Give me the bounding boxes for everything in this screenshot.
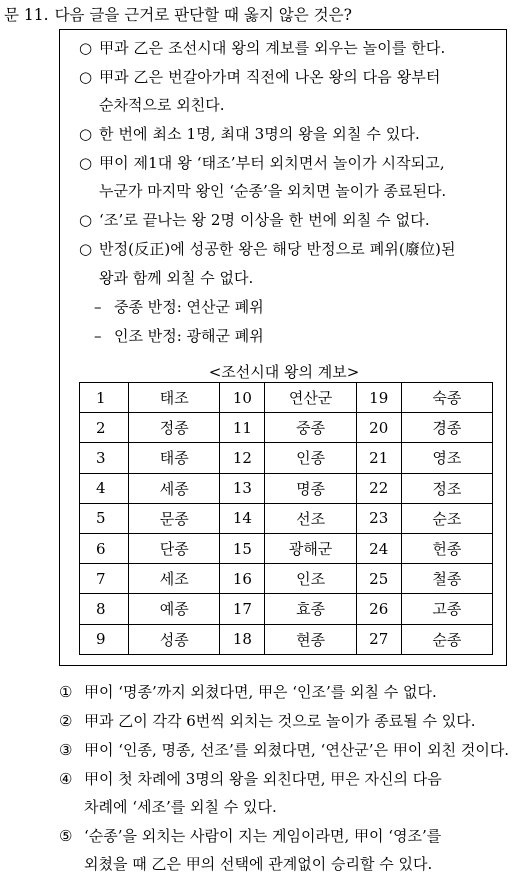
choice-text: 甲이 ‘명종’까지 외쳤다면, 甲은 ‘인조’를 외칠 수 없다. (84, 683, 437, 701)
king-order-cell: 6 (80, 533, 129, 563)
choice-1[interactable] (59, 681, 437, 702)
king-order-cell: 19 (356, 383, 401, 413)
condition-item (79, 66, 441, 87)
king-name-cell: 경종 (401, 413, 492, 443)
king-name-cell: 효종 (265, 594, 356, 624)
condition-text: 甲이 제1대 왕 ‘태조’부터 외치면서 놀이가 시작되고, (99, 154, 445, 172)
king-name-cell: 단종 (129, 533, 220, 563)
circle-bullet-icon: ○ (79, 39, 93, 57)
table-row (80, 564, 493, 594)
question-number: 문 11. (4, 6, 49, 24)
table-caption: <조선시대 왕의 계보> (208, 363, 360, 381)
king-order-cell: 18 (220, 624, 265, 654)
condition-text: ‘조’로 끝나는 왕 2명 이상을 한 번에 외칠 수 없다. (99, 211, 430, 229)
king-name-cell: 철종 (401, 564, 492, 594)
condition-item (79, 152, 445, 173)
choice-number: ④ (59, 770, 73, 788)
condition-text: 甲과 乙은 조선시대 왕의 계보를 외우는 놀이를 한다. (99, 39, 446, 57)
passage-box (59, 29, 507, 666)
king-order-cell: 11 (220, 413, 265, 443)
king-name-cell: 세종 (129, 473, 220, 503)
king-order-cell: 17 (220, 594, 265, 624)
king-order-cell: 24 (356, 533, 401, 563)
king-name-cell: 정종 (129, 413, 220, 443)
table-row (80, 443, 493, 473)
condition-item (79, 209, 430, 230)
condition-text: 甲과 乙은 번갈아가며 직전에 나온 왕의 다음 왕부터 (99, 68, 441, 86)
condition-text-continued: 왕과 함께 외칠 수 없다. (99, 269, 254, 287)
king-order-cell: 9 (80, 624, 129, 654)
circle-bullet-icon: ○ (79, 211, 93, 229)
choice-text: 甲이 첫 차례에 3명의 왕을 외친다면, 甲은 자신의 다음 (84, 770, 442, 788)
king-name-cell: 선조 (265, 503, 356, 533)
sub-item (94, 325, 264, 346)
dash-bullet-icon: – (94, 327, 102, 345)
choice-2[interactable] (59, 710, 476, 731)
king-order-cell: 16 (220, 564, 265, 594)
condition-text-continued: 순차적으로 외친다. (99, 96, 225, 114)
choice-5[interactable] (59, 825, 441, 846)
table-row (80, 413, 493, 443)
circle-bullet-icon: ○ (79, 154, 93, 172)
choice-number: ① (59, 683, 73, 701)
table-row (80, 503, 493, 533)
king-order-cell: 12 (220, 443, 265, 473)
sub-item-text: 중종 반정: 연산군 폐위 (114, 298, 264, 316)
king-order-cell: 10 (220, 383, 265, 413)
circle-bullet-icon: ○ (79, 125, 93, 143)
king-name-cell: 명종 (265, 473, 356, 503)
question-header (4, 3, 352, 25)
king-order-cell: 22 (356, 473, 401, 503)
question-text: 다음 글을 근거로 판단할 때 옳지 않은 것은? (54, 6, 352, 24)
choice-text: ‘순종’을 외치는 사람이 지는 게임이라면, 甲이 ‘영조’를 (84, 827, 442, 845)
choice-number: ② (59, 712, 73, 730)
king-name-cell: 연산군 (265, 383, 356, 413)
king-order-cell: 15 (220, 533, 265, 563)
condition-item (79, 37, 445, 58)
king-name-cell: 인조 (265, 564, 356, 594)
king-order-cell: 7 (80, 564, 129, 594)
king-order-cell: 21 (356, 443, 401, 473)
choice-text: 甲과 乙이 각각 6번씩 외치는 것으로 놀이가 종료될 수 있다. (84, 712, 476, 730)
choice-text-continued: 차례에 ‘세조’를 외칠 수 있다. (84, 798, 277, 816)
king-name-cell: 태종 (129, 443, 220, 473)
condition-text-continued: 누군가 마지막 왕인 ‘순종’을 외치면 놀이가 종료된다. (99, 182, 447, 200)
choice-4[interactable] (59, 768, 442, 789)
circle-bullet-icon: ○ (79, 240, 93, 258)
king-name-cell: 세조 (129, 564, 220, 594)
king-order-cell: 1 (80, 383, 129, 413)
king-order-cell: 26 (356, 594, 401, 624)
king-name-cell: 정조 (401, 473, 492, 503)
king-order-cell: 25 (356, 564, 401, 594)
king-name-cell: 중종 (265, 413, 356, 443)
choice-number: ③ (59, 741, 73, 759)
king-order-cell: 3 (80, 443, 129, 473)
king-name-cell: 태조 (129, 383, 220, 413)
king-name-cell: 문종 (129, 503, 220, 533)
choice-text-continued: 외쳤을 때 乙은 甲의 선택에 관계없이 승리할 수 있다. (84, 855, 433, 873)
choice-number: ⑤ (59, 827, 73, 845)
king-name-cell: 현종 (265, 624, 356, 654)
king-name-cell: 성종 (129, 624, 220, 654)
condition-item (79, 238, 456, 259)
condition-text: 한 번에 최소 1명, 최대 3명의 왕을 외칠 수 있다. (99, 125, 420, 143)
table-row (80, 473, 493, 503)
king-order-cell: 2 (80, 413, 129, 443)
king-lineage-table (79, 382, 493, 655)
sub-item-text: 인조 반정: 광해군 폐위 (114, 327, 264, 345)
table-row (80, 624, 493, 654)
table-row (80, 533, 493, 563)
king-order-cell: 23 (356, 503, 401, 533)
king-name-cell: 헌종 (401, 533, 492, 563)
king-name-cell: 순종 (401, 624, 492, 654)
king-name-cell: 숙종 (401, 383, 492, 413)
table-row (80, 594, 493, 624)
choice-text: 甲이 ‘인종, 명종, 선조’를 외쳤다면, ‘연산군’은 甲이 외친 것이다. (84, 741, 510, 759)
king-name-cell: 영조 (401, 443, 492, 473)
sub-item (94, 296, 264, 317)
king-name-cell: 순조 (401, 503, 492, 533)
king-order-cell: 8 (80, 594, 129, 624)
table-row (80, 383, 493, 413)
king-order-cell: 14 (220, 503, 265, 533)
circle-bullet-icon: ○ (79, 68, 93, 86)
king-name-cell: 예종 (129, 594, 220, 624)
king-name-cell: 인종 (265, 443, 356, 473)
king-order-cell: 5 (80, 503, 129, 533)
king-order-cell: 13 (220, 473, 265, 503)
choice-3[interactable] (59, 739, 509, 760)
king-order-cell: 4 (80, 473, 129, 503)
dash-bullet-icon: – (94, 298, 102, 316)
king-order-cell: 20 (356, 413, 401, 443)
king-name-cell: 광해군 (265, 533, 356, 563)
condition-text: 반정(反正)에 성공한 왕은 해당 반정으로 폐위(廢位)된 (99, 240, 456, 258)
king-order-cell: 27 (356, 624, 401, 654)
king-name-cell: 고종 (401, 594, 492, 624)
condition-item (79, 123, 420, 144)
